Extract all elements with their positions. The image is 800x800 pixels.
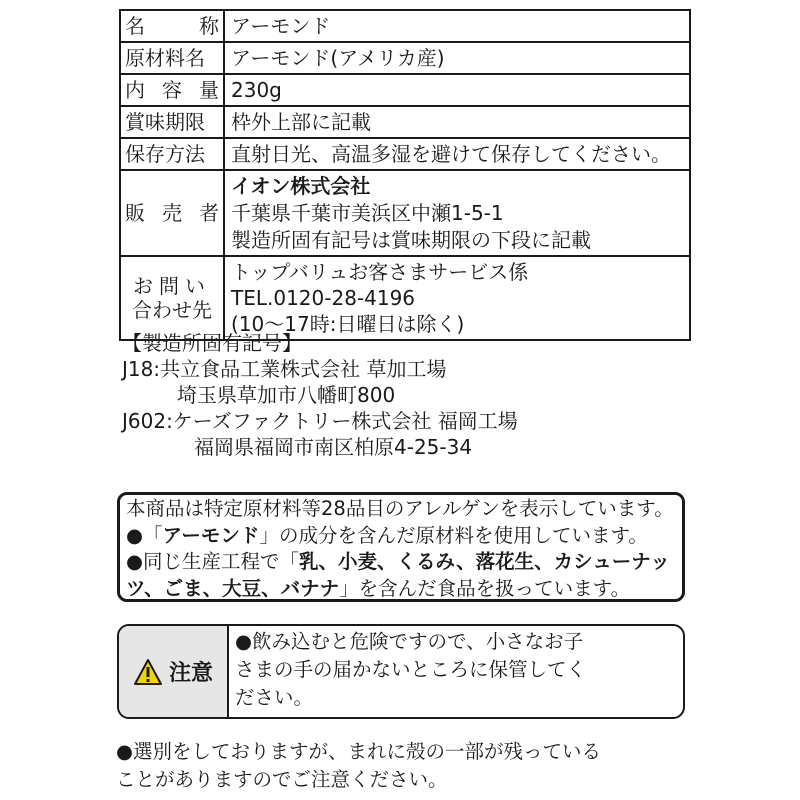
contact-service: トップバリュお客さまサービス係 [231,260,529,284]
contact-hours: (10〜17時:日曜日は除く) [231,312,465,336]
row-best-before [120,106,690,138]
value-best-before: 枠外上部に記載 [224,106,690,138]
allergen-line-2: ●「アーモンド」の成分を含んだ原材料を使用しています。 [126,523,648,547]
allergen-line-1: 本商品は特定原材料等28品目のアレルゲンを表示しています。 [126,497,674,520]
shell-note: ●選別をしておりますが、まれに殻の一部が残っている ことがありますのでご注意ください。 [116,740,602,791]
codes-line-3: J602:ケーズファクトリー株式会社 福岡工場 [122,409,518,433]
label-name: 名 称 [120,10,224,42]
value-seller [224,170,690,256]
row-seller [120,170,690,256]
caution-title: 注意 [168,661,213,686]
row-content [120,74,690,106]
codes-heading: 【製造所固有記号】 [122,331,302,355]
caution-box [117,624,685,719]
codes-line-1: J18:共立食品工業株式会社 草加工場 [122,357,447,381]
row-storage [120,138,690,170]
row-contact [120,256,690,340]
label-seller: 販 売 者 [120,170,224,256]
row-ingredients [120,42,690,74]
product-info-table [119,9,691,341]
seller-company: イオン株式会社 [231,173,371,198]
caution-header [119,626,229,717]
codes-line-4: 福岡県福岡市南区柏原4-25-34 [194,435,473,459]
warning-triangle-icon [133,658,163,686]
label-content: 内 容 量 [120,74,224,106]
manufacturer-codes [122,330,518,460]
allergen-almond: アーモンド [162,523,260,547]
label-storage: 保存方法 [120,138,224,170]
value-name: アーモンド [224,10,690,42]
allergen-list-part2: ツ、ごま、大豆、バナナ [126,576,340,600]
codes-line-2: 埼玉県草加市八幡町800 [177,383,396,407]
label-contact: お問い 合わせ先 [120,256,224,340]
row-name [120,10,690,42]
contact-tel: TEL.0120-28-4196 [231,286,416,310]
label-best-before: 賞味期限 [120,106,224,138]
allergen-list-part1: 乳、小麦、くるみ、落花生、カシューナッ [299,550,670,573]
value-ingredients: アーモンド(アメリカ産) [224,42,690,74]
value-storage: 直射日光、高温多湿を避けて保存してください。 [224,138,690,170]
value-contact [224,256,690,340]
seller-code-note: 製造所固有記号は賞味期限の下段に記載 [231,227,591,252]
value-content: 230g [224,74,690,106]
seller-address: 千葉県千葉市美浜区中瀬1-5-1 [231,200,504,225]
allergen-notice [117,492,685,602]
caution-text: ●飲み込むと危険ですので、小さなお子 さまの手の届かないところに保管してく ださい。 [235,630,587,709]
allergen-line-4: ツ、ごま、大豆、バナナ」を含んだ食品を扱っています。 [126,576,631,600]
allergen-line-3: ●同じ生産工程で「乳、小麦、くるみ、落花生、カシューナッ [126,550,670,573]
label-ingredients: 原材料名 [120,42,224,74]
